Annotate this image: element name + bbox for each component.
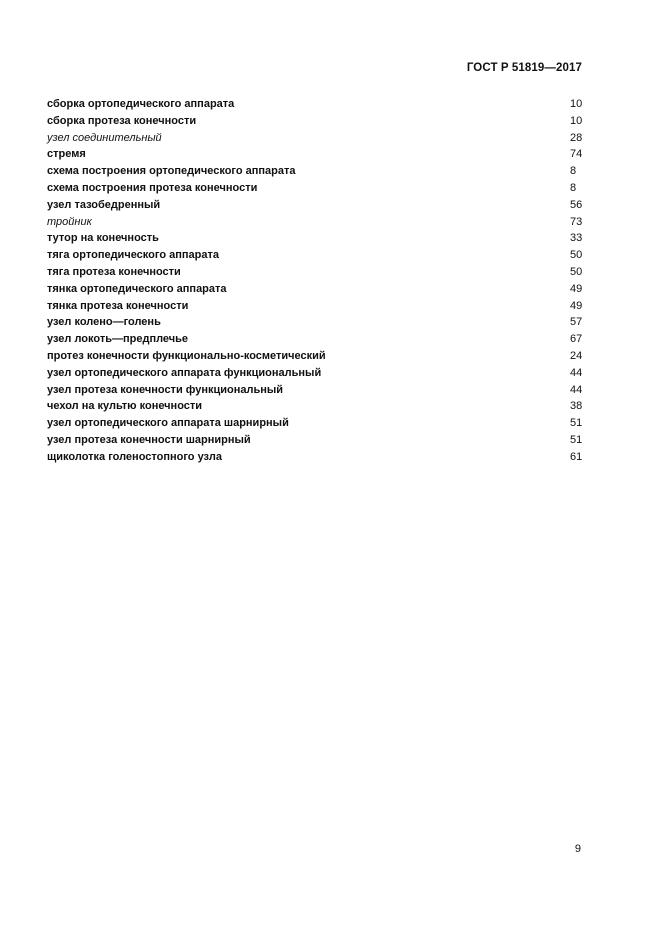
index-entry xyxy=(47,247,582,264)
index-term: щиколотка голеностопного узла xyxy=(47,450,222,463)
index-term: сборка ортопедического аппарата xyxy=(47,98,235,110)
index-entry xyxy=(47,96,582,113)
index-term: узел локоть—предплечье xyxy=(47,333,189,346)
index-entry xyxy=(47,281,582,298)
index-page-number: 8 xyxy=(570,181,577,194)
index-page-number: 8 xyxy=(570,165,577,178)
document-code: ГОСТ Р 51819—2017 xyxy=(466,62,582,74)
index-term: узел протеза конечности функциональный xyxy=(47,383,284,396)
index-entry xyxy=(47,214,582,231)
index-entry xyxy=(47,180,582,197)
page-number: 9 xyxy=(574,843,581,855)
index-entry xyxy=(47,113,582,130)
index-entry xyxy=(47,163,582,180)
index-term: схема построения протеза конечности xyxy=(47,181,258,194)
index-entry xyxy=(47,146,582,163)
index-entry xyxy=(47,230,582,247)
index-term: тройник xyxy=(47,215,92,228)
index-term: стремя xyxy=(47,148,86,161)
index-entry xyxy=(47,130,582,147)
index-term: чехол на культю конечности xyxy=(47,400,203,413)
index-entry xyxy=(47,382,582,399)
index-page-number: 56 xyxy=(570,198,583,211)
index-entry xyxy=(47,298,582,315)
index-page-number: 61 xyxy=(570,450,583,463)
index-term: протез конечности функционально-косметический xyxy=(47,349,326,362)
index-term: тяга протеза конечности xyxy=(47,265,181,278)
index-entry xyxy=(47,197,582,214)
index-entry xyxy=(47,365,582,382)
index-entry xyxy=(47,264,582,281)
index-entry xyxy=(47,432,582,449)
index-entry xyxy=(47,314,582,331)
index-page-number: 33 xyxy=(570,232,583,245)
index-entry xyxy=(47,398,582,415)
index-term: тянка протеза конечности xyxy=(47,299,189,312)
index-term: тянка ортопедического аппарата xyxy=(47,282,227,295)
index-page-number: 51 xyxy=(570,433,583,446)
index-page-number: 50 xyxy=(570,249,583,262)
index-term: узел тазобедренный xyxy=(47,198,161,211)
index-entry xyxy=(47,449,582,466)
index-page-number: 67 xyxy=(570,333,583,346)
index-term: узел колено—голень xyxy=(47,316,161,329)
index-entry xyxy=(47,415,582,432)
index-term: узел протеза конечности шарнирный xyxy=(47,433,251,446)
index-term: узел соединительный xyxy=(47,131,162,144)
index-page-number: 38 xyxy=(570,400,583,413)
index-page-number: 10 xyxy=(570,98,583,110)
index-entry xyxy=(47,348,582,365)
index-term: узел ортопедического аппарата функциональный xyxy=(47,366,322,379)
index-page-number: 28 xyxy=(570,131,583,144)
index-term: узел ортопедического аппарата шарнирный xyxy=(47,417,289,430)
index-page-number: 51 xyxy=(570,417,583,430)
alphabetical-index xyxy=(47,96,582,466)
index-term: тутор на конечность xyxy=(47,232,159,245)
index-page-number: 24 xyxy=(570,349,583,362)
index-page-number: 73 xyxy=(570,215,583,228)
index-term: сборка протеза конечности xyxy=(47,114,197,127)
index-page-number: 49 xyxy=(570,299,583,312)
index-page-number: 50 xyxy=(570,265,583,278)
index-page-number: 44 xyxy=(570,366,583,379)
index-page-number: 49 xyxy=(570,282,583,295)
index-page-number: 57 xyxy=(570,316,583,329)
index-page-number: 44 xyxy=(570,383,583,396)
index-entry xyxy=(47,331,582,348)
index-page-number: 10 xyxy=(570,114,583,127)
index-page-number: 74 xyxy=(570,148,583,161)
index-term: тяга ортопедического аппарата xyxy=(47,249,219,262)
index-term: схема построения ортопедического аппарата xyxy=(47,165,296,178)
